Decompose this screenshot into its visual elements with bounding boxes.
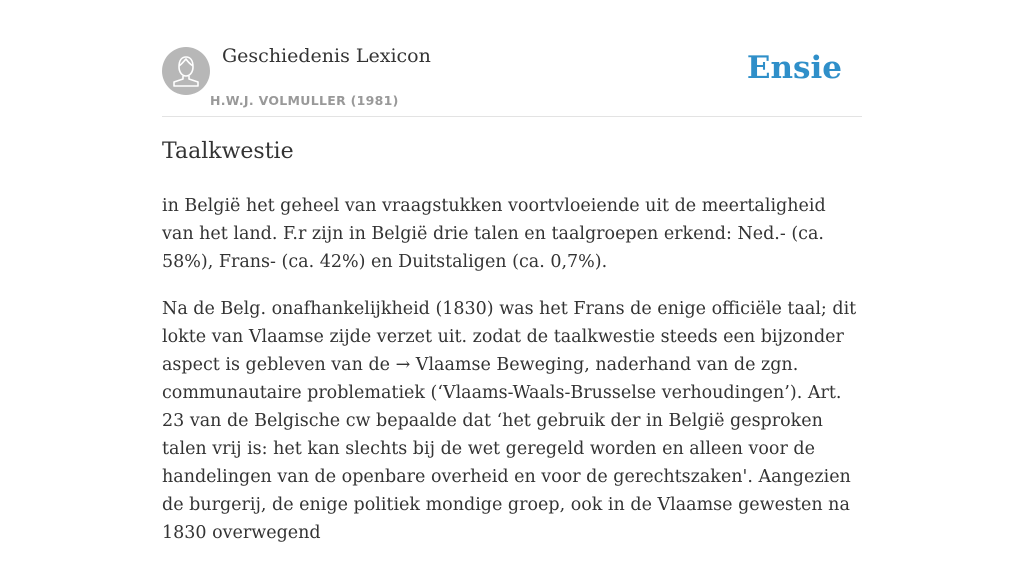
user-silhouette-icon — [162, 47, 210, 95]
paragraph-text: , naderhand van de zgn. communautaire problematiek (‘Vlaams-Waals-Brusselse verhoudingen’). Art. 23 van de Belgische cw bepaalde dat ‘het gebruik der in België gesproken talen vrij is: het kan slechts bij de wet geregeld worden en alleen voor de handelingen van de openbare overheid en voor de gerechtszaken'. Aangezien de burgerij, de enige politiek mondige groep, ook in de Vlaamse gewesten na 1830 overwegend — [162, 355, 851, 543]
entry-title: Taalkwestie — [162, 139, 294, 164]
author-label[interactable]: H.W.J. VOLMULLER (1981) — [210, 93, 399, 108]
paragraph: in België het geheel van vraagstukken voortvloeiende uit de meertaligheid van het land. F.r zijn in België drie talen en taalgroepen erkend: Ned.- (ca. 58%), Frans- (ca. 42%) en Duitstaligen (ca. 0,7%). — [162, 196, 826, 272]
paragraph — [162, 295, 862, 547]
header — [162, 0, 862, 117]
paragraph-text: Na de Belg. onafhankelijkheid (1830) was het Frans de enige officiële taal; dit lokte van Vlaamse zijde verzet uit. zodat de taalkwestie steeds een bijzonder aspect is gebleven van de — [162, 299, 857, 375]
vlaamse-beweging-link[interactable]: → Vlaamse Beweging — [395, 355, 585, 375]
lexicon-title[interactable]: Geschiedenis Lexicon — [222, 45, 431, 67]
entry-body — [162, 192, 862, 566]
avatar[interactable] — [162, 47, 210, 95]
brand-logo[interactable]: Ensie — [746, 50, 842, 86]
